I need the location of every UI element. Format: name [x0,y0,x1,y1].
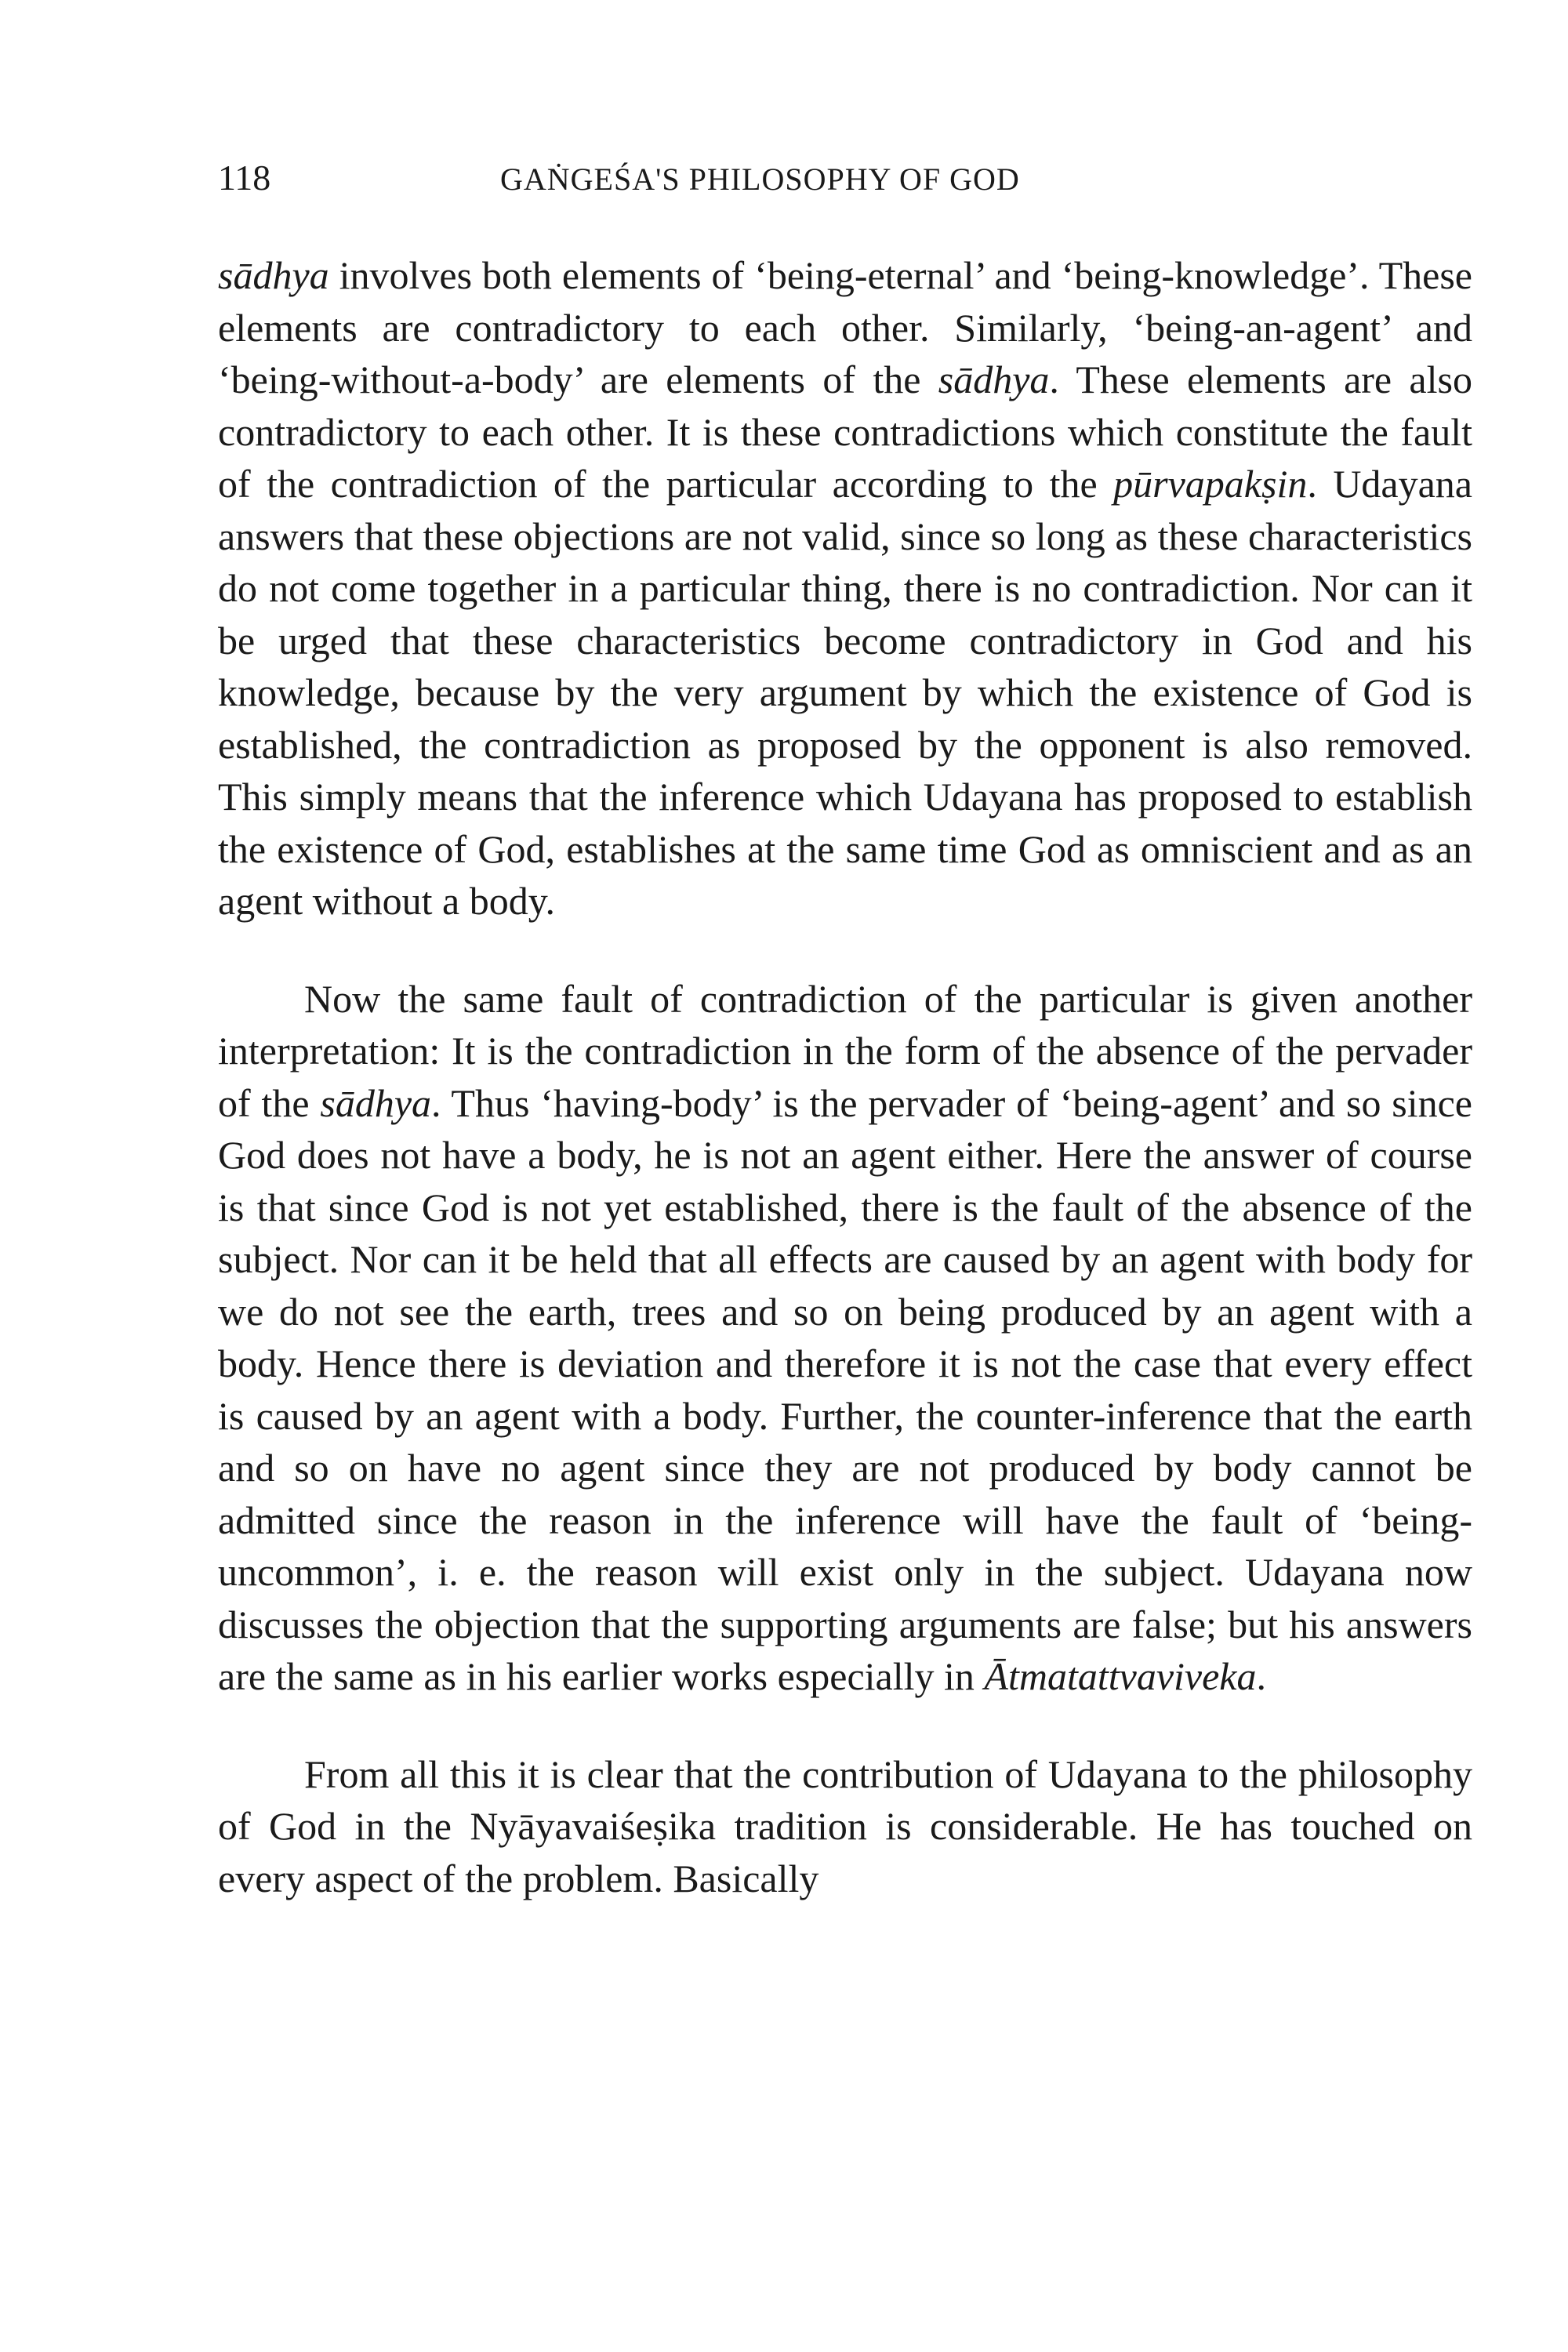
italic-term: sādhya [218,253,329,297]
text-run: . These elements are also contradictory to each other. It is these contradictions which constitute the fault of the contradiction of the particular according to the [218,358,1472,506]
page-number: 118 [218,158,271,198]
paragraph-2 [218,973,1472,1703]
text-run: . [1256,1654,1266,1698]
text-run: involves both elements of ‘being-eternal’ and ‘being-knowledge’. These elements are contradictory to each other. Similarly, ‘being-an-agent’ and ‘being-without-a-body’ are elements of the [218,253,1472,401]
running-title: GAṄGEŚA'S PHILOSOPHY OF GOD [500,162,1020,197]
text-run: . Thus ‘having-body’ is the pervader of ‘being-agent’ and so since God does not have a body, he is not an agent either. Here the answer of course is that since God is not yet established, there is the fault of the absence of the subject. Nor can it be held that all effects are caused by an agent with body for we do not see the earth, trees and so on being produced by an agent with a body. Hence there is deviation and therefore it is not the case that every effect is caused by an agent with a body. Further, the counter-inference that the earth and so on have no agent since they are not produced by body cannot be admitted since the reason in the inference will have the fault of ‘being-uncommon’, i. e. the reason will exist only in the subject. Udayana now discusses the objection that the supporting arguments are false; but his answers are the same as in his earlier works especially in [218,1080,1472,1698]
italic-term: sādhya [938,358,1050,401]
italic-term: sādhya [320,1080,432,1125]
running-head [218,157,1472,220]
text-run: From all this it is clear that the contribution of Udayana to the philosophy of God in the Nyāyavaiśeṣika tradition is considerable. He has touched on every aspect of the problem. Basically [218,1751,1472,1900]
book-page [218,157,1472,1904]
text-run: Now the same fault of contradiction of the particular is given another interpretation: It is the contradiction in the form of the absence of the pervader of the [218,976,1472,1125]
italic-term: pūrvapakṣin [1113,462,1308,506]
text-run: . Udayana answers that these objections are not valid, since so long as these characteristics do not come together in a particular thing, there is no contradiction. Nor can it be urged that these characteristics become contradictory in God and his knowledge, because by the very argument by which the existence of God is established, the contradiction as proposed by the opponent is also removed. This simply means that the inference which Udayana has proposed to establish the existence of God, establishes at the same time God as omniscient and as an agent without a body. [218,462,1472,923]
paragraph-3 [218,1748,1472,1905]
paragraph-1 [218,249,1472,927]
italic-term: Ātmatattvaviveka [984,1654,1257,1698]
